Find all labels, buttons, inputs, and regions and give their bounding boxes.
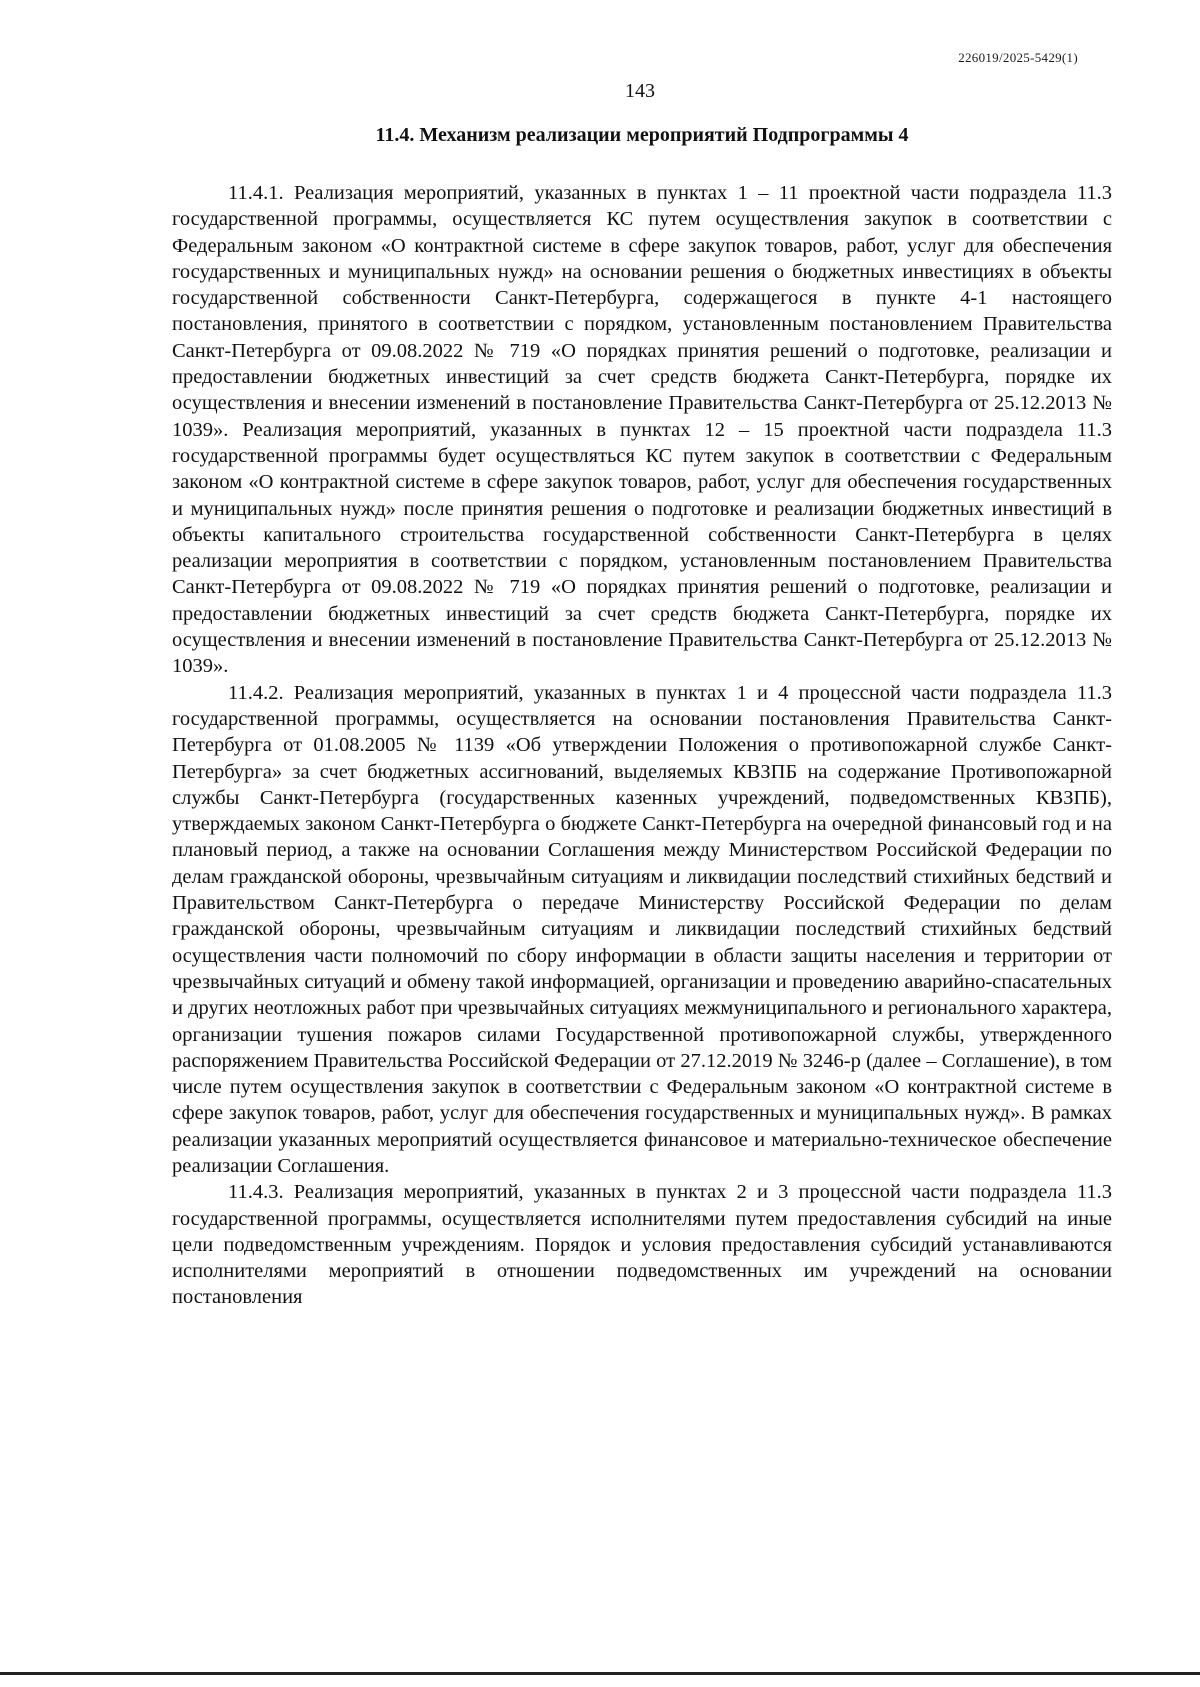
document-id: 226019/2025-5429(1): [958, 50, 1078, 65]
paragraph-11-4-2: 11.4.2. Реализация мероприятий, указанных в пунктах 1 и 4 процессной части подраздела 11.3 государственной программы, осуществляется на основании постановления Правительства Санкт-Петербурга от 01.08.2005 № 1139 «Об утверждении Положения о противопожарной службе Санкт-Петербурга» за счет бюджетных ассигнований, выделяемых КВЗПБ на содержание Противопожарной службы Санкт-Петербурга (государственных казенных учреждений, подведомственных КВЗПБ), утверждаемых законом Санкт-Петербурга о бюджете Санкт-Петербурга на очередной финансовый год и на плановый период, а также на основании Соглашения между Министерством Российской Федерации по делам гражданской обороны, чрезвычайным ситуациям и ликвидации последствий стихийных бедствий и Правительством Санкт-Петербурга о передаче Министерству Российской Федерации по делам гражданской обороны, чрезвычайным ситуациям и ликвидации последствий стихийных бедствий осуществления части полномочий по сбору информации в области защиты населения и территории от чрезвычайных ситуаций и обмену такой информацией, организации и проведению аварийно-спасательных и других неотложных работ при чрезвычайных ситуациях межмуниципального и регионального характера, организации тушения пожаров силами Государственной противопожарной службы, утвержденного распоряжением Правительства Российской Федерации от 27.12.2019 № 3246-р (далее – Соглашение), в том числе путем осуществления закупок в соответствии с Федеральным законом «О контрактной системе в сфере закупок товаров, работ, услуг для обеспечения государственных и муниципальных нужд». В рамках реализации указанных мероприятий осуществляется финансовое и материально-техническое обеспечение реализации Соглашения.: [172, 681, 1112, 1177]
document-body: [172, 180, 1112, 1311]
section-heading: 11.4. Механизм реализации мероприятий Подпрограммы 4: [375, 124, 909, 146]
page-bottom-rule: [0, 1672, 1200, 1675]
page-number: 143: [625, 80, 655, 102]
paragraph-11-4-3: 11.4.3. Реализация мероприятий, указанных в пунктах 2 и 3 процессной части подраздела 11.3 государственной программы, осуществляется исполнителями путем предоставления субсидий на иные цели подведомственным учреждениям. Порядок и условия предоставления субсидий устанавливаются исполнителями мероприятий в отношении подведомственных им учреждений на основании постановления: [172, 1181, 1112, 1309]
paragraph-11-4-1: 11.4.1. Реализация мероприятий, указанных в пунктах 1 – 11 проектной части подраздела 11.3 государственной программы, осуществляется КС путем осуществления закупок в соответствии с Федеральным законом «О контрактной системе в сфере закупок товаров, работ, услуг для обеспечения государственных и муниципальных нужд» на основании решения о бюджетных инвестициях в объекты государственной собственности Санкт-Петербурга, содержащегося в пункте 4-1 настоящего постановления, принятого в соответствии с порядком, установленным постановлением Правительства Санкт-Петербурга от 09.08.2022 № 719 «О порядках принятия решений о подготовке, реализации и предоставлении бюджетных инвестиций за счет средств бюджета Санкт-Петербурга, порядке их осуществления и внесении изменений в постановление Правительства Санкт-Петербурга от 25.12.2013 № 1039». Реализация мероприятий, указанных в пунктах 12 – 15 проектной части подраздела 11.3 государственной программы будет осуществляться КС путем закупок в соответствии с Федеральным законом «О контрактной системе в сфере закупок товаров, работ, услуг для обеспечения государственных и муниципальных нужд» после принятия решения о подготовке и реализации бюджетных инвестиций в объекты капитального строительства государственной собственности Санкт-Петербурга в целях реализации мероприятия в соответствии с порядком, установленным постановлением Правительства Санкт-Петербурга от 09.08.2022 № 719 «О порядках принятия решений о подготовке, реализации и предоставлении бюджетных инвестиций за счет средств бюджета Санкт-Петербурга, порядке их осуществления и внесении изменений в постановление Правительства Санкт-Петербурга от 25.12.2013 № 1039».: [172, 182, 1112, 678]
